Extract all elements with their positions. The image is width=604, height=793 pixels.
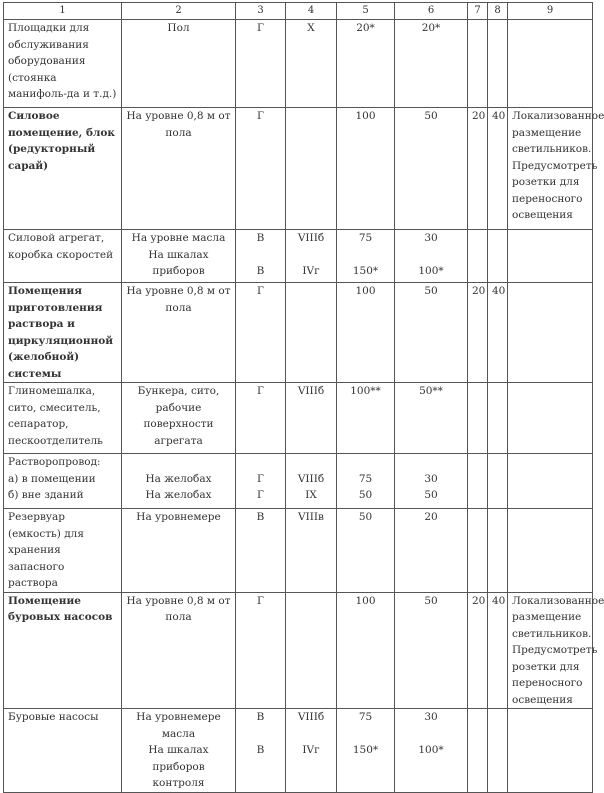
- lux-alt-cell: 50: [395, 283, 468, 383]
- glare-cell: [488, 230, 508, 283]
- note-cell: [508, 383, 593, 454]
- ripple-cell: [468, 509, 488, 593]
- table-row: [4, 230, 593, 283]
- location-cell: Бункера, сито, рабочие поверхности агрегата: [122, 383, 236, 454]
- lux-alt-cell: 50: [395, 592, 468, 709]
- ripple-cell: [468, 383, 488, 454]
- plane-cell: Г: [236, 283, 286, 383]
- lux-alt-cell: 20*: [395, 20, 468, 108]
- ripple-cell: [468, 454, 488, 509]
- area-cell: Резервуар (емкость) для хранения запасного раствора: [4, 509, 122, 593]
- lux-cell: 100**: [337, 383, 395, 454]
- ripple-cell: [468, 709, 488, 793]
- lux-alt-cell: 30 100*: [395, 709, 468, 793]
- table-row: [4, 20, 593, 108]
- location-cell: На уровне 0,8 м от пола: [122, 108, 236, 230]
- table-row: [4, 383, 593, 454]
- column-header: 4: [286, 3, 337, 20]
- plane-cell: Г: [236, 20, 286, 108]
- lux-alt-cell: 50**: [395, 383, 468, 454]
- column-header: 6: [395, 3, 468, 20]
- ripple-cell: 20: [468, 108, 488, 230]
- note-cell: [508, 20, 593, 108]
- note-cell: [508, 283, 593, 383]
- column-header: 9: [508, 3, 593, 20]
- table-row: [4, 283, 593, 383]
- note-cell: [508, 509, 593, 593]
- plane-cell: Г Г: [236, 454, 286, 509]
- category-cell: [286, 283, 337, 383]
- glare-cell: 40: [488, 108, 508, 230]
- lux-cell: 75 50: [337, 454, 395, 509]
- glare-cell: 40: [488, 283, 508, 383]
- column-header: 8: [488, 3, 508, 20]
- lux-alt-cell: 50: [395, 108, 468, 230]
- glare-cell: [488, 383, 508, 454]
- location-cell: На уровнемере: [122, 509, 236, 593]
- table-row: [4, 709, 593, 793]
- table-row: [4, 509, 593, 593]
- category-cell: VIIIв: [286, 509, 337, 593]
- ripple-cell: [468, 230, 488, 283]
- location-cell: На уровнемере масла На шкалах приборов контроля: [122, 709, 236, 793]
- column-header: 3: [236, 3, 286, 20]
- plane-cell: В В: [236, 709, 286, 793]
- area-cell: Буровые насосы: [4, 709, 122, 793]
- lux-cell: 75 150*: [337, 709, 395, 793]
- glare-cell: [488, 20, 508, 108]
- area-cell: Силовой агрегат, коробка скоростей: [4, 230, 122, 283]
- lux-alt-cell: 20: [395, 509, 468, 593]
- lux-cell: 50: [337, 509, 395, 593]
- ripple-cell: [468, 20, 488, 108]
- ripple-cell: 20: [468, 283, 488, 383]
- note-cell: Локализованное размещение светильников. Предусмотреть розетки для переносного освещения: [508, 592, 593, 709]
- column-header: 7: [468, 3, 488, 20]
- glare-cell: [488, 454, 508, 509]
- note-cell: [508, 454, 593, 509]
- category-cell: VIIIб IVг: [286, 230, 337, 283]
- glare-cell: [488, 709, 508, 793]
- plane-cell: В: [236, 509, 286, 593]
- note-cell: [508, 230, 593, 283]
- area-cell: Растворопровод: а) в помещении б) вне зданий: [4, 454, 122, 509]
- plane-cell: Г: [236, 592, 286, 709]
- column-header: 1: [4, 3, 122, 20]
- table-row: [4, 454, 593, 509]
- header-row: [4, 3, 593, 20]
- table-row: [4, 108, 593, 230]
- area-cell: Глиномешалка, сито, смеситель, сепаратор, пескоотделитель: [4, 383, 122, 454]
- category-cell: VIIIб IVг: [286, 709, 337, 793]
- plane-cell: В В: [236, 230, 286, 283]
- lux-cell: 75 150*: [337, 230, 395, 283]
- column-header: 5: [337, 3, 395, 20]
- table-row: [4, 592, 593, 709]
- lux-cell: 100: [337, 283, 395, 383]
- location-cell: Пол: [122, 20, 236, 108]
- location-cell: На желобах На желобах: [122, 454, 236, 509]
- plane-cell: Г: [236, 383, 286, 454]
- note-cell: [508, 709, 593, 793]
- area-cell: Площадки для обслуживания оборудования (стоянка манифоль-да и т.д.): [4, 20, 122, 108]
- category-cell: [286, 592, 337, 709]
- category-cell: [286, 108, 337, 230]
- category-cell: VIIIб: [286, 383, 337, 454]
- category-cell: VIIIб IX: [286, 454, 337, 509]
- lux-cell: 100: [337, 108, 395, 230]
- category-cell: Х: [286, 20, 337, 108]
- lux-cell: 100: [337, 592, 395, 709]
- lux-cell: 20*: [337, 20, 395, 108]
- area-cell: Силовое помещение, блок (редукторный сарай): [4, 108, 122, 230]
- glare-cell: 40: [488, 592, 508, 709]
- area-cell: Помещения приготовления раствора и циркуляционной (желобной) системы: [4, 283, 122, 383]
- lux-alt-cell: 30 50: [395, 454, 468, 509]
- area-cell: Помещение буровых насосов: [4, 592, 122, 709]
- location-cell: На уровне масла На шкалах приборов: [122, 230, 236, 283]
- note-cell: Локализованное размещение светильников. Предусмотреть розетки для переносного освещения: [508, 108, 593, 230]
- location-cell: На уровне 0,8 м от пола: [122, 592, 236, 709]
- lux-alt-cell: 30 100*: [395, 230, 468, 283]
- lighting-norms-table: [3, 2, 604, 793]
- location-cell: На уровне 0,8 м от пола: [122, 283, 236, 383]
- plane-cell: Г: [236, 108, 286, 230]
- column-header: 2: [122, 3, 236, 20]
- glare-cell: [488, 509, 508, 593]
- ripple-cell: 20: [468, 592, 488, 709]
